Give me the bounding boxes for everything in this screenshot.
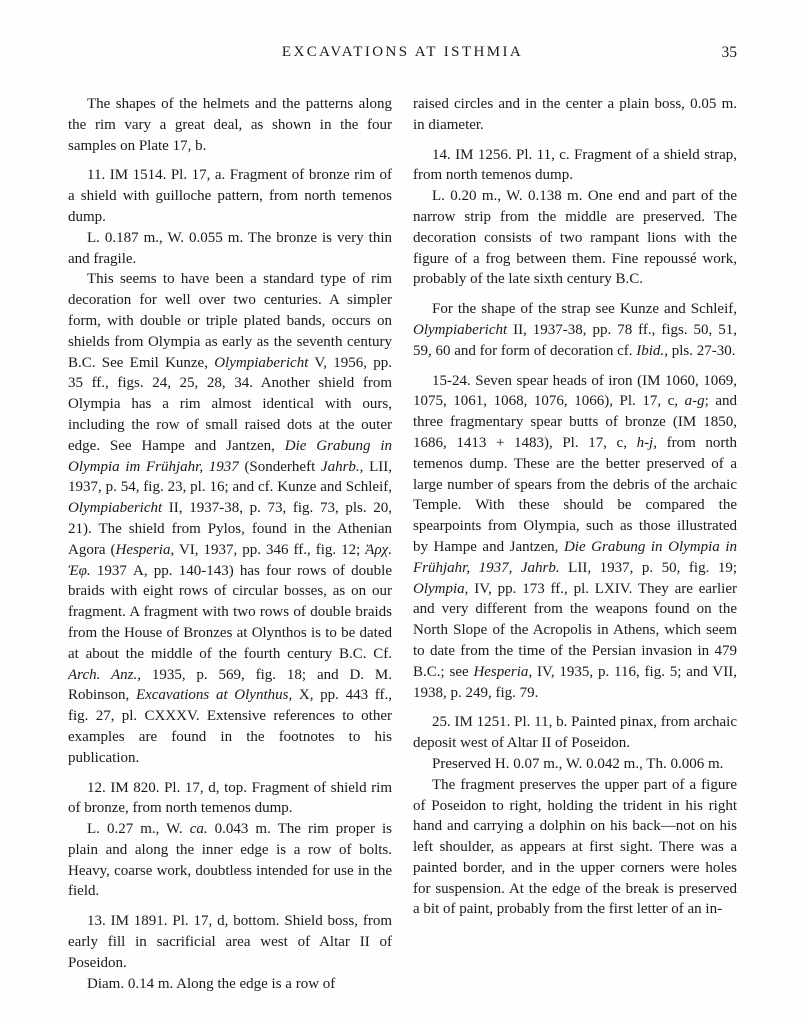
italic-text-run: Hesperia [115, 541, 171, 558]
page-number: 35 [721, 44, 737, 61]
text-run: V, 1956, pp. 35 ff., figs. 24, 25, 28, 34. Another shield from Olympia has a rim almost identical with ours, including the row of small raised dots at the outer edge. See Hampe and Jantzen, [68, 354, 392, 454]
text-run: For the shape of the strap see Kunze and Schleif, [432, 301, 737, 318]
italic-text-run: ca. [189, 821, 208, 838]
italic-text-run: Ἀρχ. Ἐφ. [68, 541, 393, 579]
paragraph [413, 145, 737, 187]
text-run: LII, 1937, p. 50, fig. 19; [559, 559, 738, 576]
paragraph [413, 186, 737, 290]
text-run: ; and three fragmentary spear butts of bronze (IM 1850, 1686, 1413 + 1483), Pl. 17, c, [413, 393, 737, 451]
paragraph [68, 819, 392, 902]
text-run: , X, pp. 443 ff., fig. 27, pl. CXXXV. Extensive references to other examples are found in the footnotes to his publication. [68, 687, 393, 766]
text-run: L. 0.27 m., W. [87, 821, 190, 838]
paragraph [68, 228, 392, 270]
text-run: L. 0.187 m., W. 0.055 m. The bronze is very thin and fragile. [68, 229, 392, 267]
paragraph [413, 754, 737, 775]
italic-text-run: Olympiabericht [413, 321, 508, 338]
italic-text-run: h-j [636, 434, 654, 451]
paragraph [413, 299, 737, 361]
text-run: Diam. 0.14 m. Along the edge is a row of [87, 975, 336, 992]
text-run: , from north temenos dump. These are the better preserved of a large number of spears from the debris of the archaic Temple. With these should be compared the spearpoints from Olympia, such as those illustrated by Hampe and Jantzen, [413, 434, 737, 555]
paragraph [68, 269, 392, 768]
text-run: This seems to have been a standard type of rim decoration for well over two centuries. A simpler form, with double or triple plated bands, occurs on shields from Olympia as early as the seventh century B.C. See Emil Kunze, [68, 271, 392, 371]
running-title: EXCAVATIONS AT ISTHMIA [281, 44, 524, 60]
text-run: , IV, 1935, p. 116, fig. 5; and VII, 1938, p. 249, fig. 79. [413, 663, 737, 701]
text-run: 1937 A, pp. 140-143) has four rows of double braids with eight rows of circular bosses, as on our fragment. A fragment with two rows of double braids from the House of Bronzes at Olynthos is to be dated at about the middle of the fourth century B.C. Cf. [68, 562, 392, 662]
text-run: , IV, pp. 173 ff., pl. LXIV. They are earlier and very different from the weapons found on the North Slope of the Acropolis in Athens, which seem to date from the time of the Persian invasion in 479 B.C.; see [413, 580, 737, 680]
italic-text-run: Arch. Anz. [68, 666, 138, 683]
paragraph [68, 911, 392, 973]
italic-text-run: Ibid. [636, 342, 665, 359]
text-run: 25. IM 1251. Pl. 11, b. Painted pinax, from archaic deposit west of Altar II of Poseidon. [413, 714, 737, 752]
italic-text-run: Olympiabericht [214, 354, 309, 371]
text-run: 14. IM 1256. Pl. 11, c. Fragment of a shield strap, from north temenos dump. [413, 146, 737, 184]
paragraph [68, 778, 392, 820]
italic-text-run: Hesperia [473, 663, 529, 680]
text-run: , VI, 1937, pp. 346 ff., fig. 12; [170, 541, 366, 558]
paragraph [68, 165, 392, 227]
text-run: 11. IM 1514. Pl. 17, a. Fragment of bronze rim of a shield with guilloche pattern, from north temenos dump. [68, 167, 392, 225]
right-column [413, 94, 737, 920]
paragraph [413, 775, 737, 921]
page-header [68, 44, 737, 66]
italic-text-run: Olympiabericht [68, 500, 163, 517]
paragraph [68, 94, 392, 156]
italic-text-run: Excavations at Olynthus [135, 687, 289, 704]
paragraph [413, 371, 737, 704]
text-run: raised circles and in the center a plain boss, 0.05 m. in diameter. [413, 96, 737, 133]
text-run: 13. IM 1891. Pl. 17, d, bottom. Shield boss, from early fill in sacrificial area west of Altar II of Poseidon. [68, 913, 392, 971]
left-column [68, 94, 392, 994]
text-run: Preserved H. 0.07 m., W. 0.042 m., Th. 0.006 m. [432, 755, 724, 772]
paragraph [413, 94, 737, 136]
italic-text-run: Jahrb. [320, 458, 360, 475]
text-run: (Sonderheft [238, 458, 321, 475]
text-run: L. 0.20 m., W. 0.138 m. One end and part of the narrow strip from the middle are preserved. The decoration consists of two rampant lions with the figure of a frog between them. Fine repoussé work, probably of the late sixth century B.C. [413, 188, 737, 288]
text-run: , LII, 1937, p. 54, fig. 23, pl. 16; and cf. Kunze and Schleif, [68, 458, 392, 496]
paragraph [413, 712, 737, 754]
text-run: 12. IM 820. Pl. 17, d, top. Fragment of shield rim of bronze, from north temenos dump. [68, 779, 392, 817]
text-run: II, 1937-38, p. 73, fig. 73, pls. 20, 21). The shield from Pylos, found in the Athenian Agora ( [68, 500, 392, 558]
text-run: 0.043 m. The rim proper is plain and along the inner edge is a row of bolts. Heavy, coarse work, doubtless intended for use in the field. [68, 821, 392, 900]
columns-container [68, 94, 737, 994]
italic-text-run: a-g [684, 393, 705, 410]
paragraph [68, 974, 392, 995]
italic-text-run: Olympia [413, 580, 465, 597]
italic-text-run: Die Grabung in Olympia im Frühjahr, 1937 [68, 437, 392, 475]
text-run: , pls. 27-30. [664, 342, 736, 359]
italic-text-run: Die Grabung in Olympia in Frühjahr, 1937, Jahrb. [413, 538, 737, 576]
text-run: The fragment preserves the upper part of a figure of Poseidon to right, holding the trident in his right hand and carrying a dolphin on his back—not on his left shoulder, as appears at first sight. There was a painted border, and in the upper corners were holes for suspension. At the edge of the break is preserved a bit of paint, probably from the first letter of an in- [413, 776, 737, 918]
text-run: II, 1937-38, pp. 78 ff., figs. 50, 51, 59, 60 and for form of decoration cf. [413, 321, 737, 359]
text-run: 15-24. Seven spear heads of iron (IM 1060, 1069, 1075, 1061, 1068, 1076, 1066), Pl. 17, c, [413, 372, 737, 410]
text-run: , 1935, p. 569, fig. 18; and D. M. Robinson, [68, 666, 392, 704]
text-run: The shapes of the helmets and the patterns along the rim vary a great deal, as shown in the four samples on Plate 17, b. [68, 96, 392, 154]
